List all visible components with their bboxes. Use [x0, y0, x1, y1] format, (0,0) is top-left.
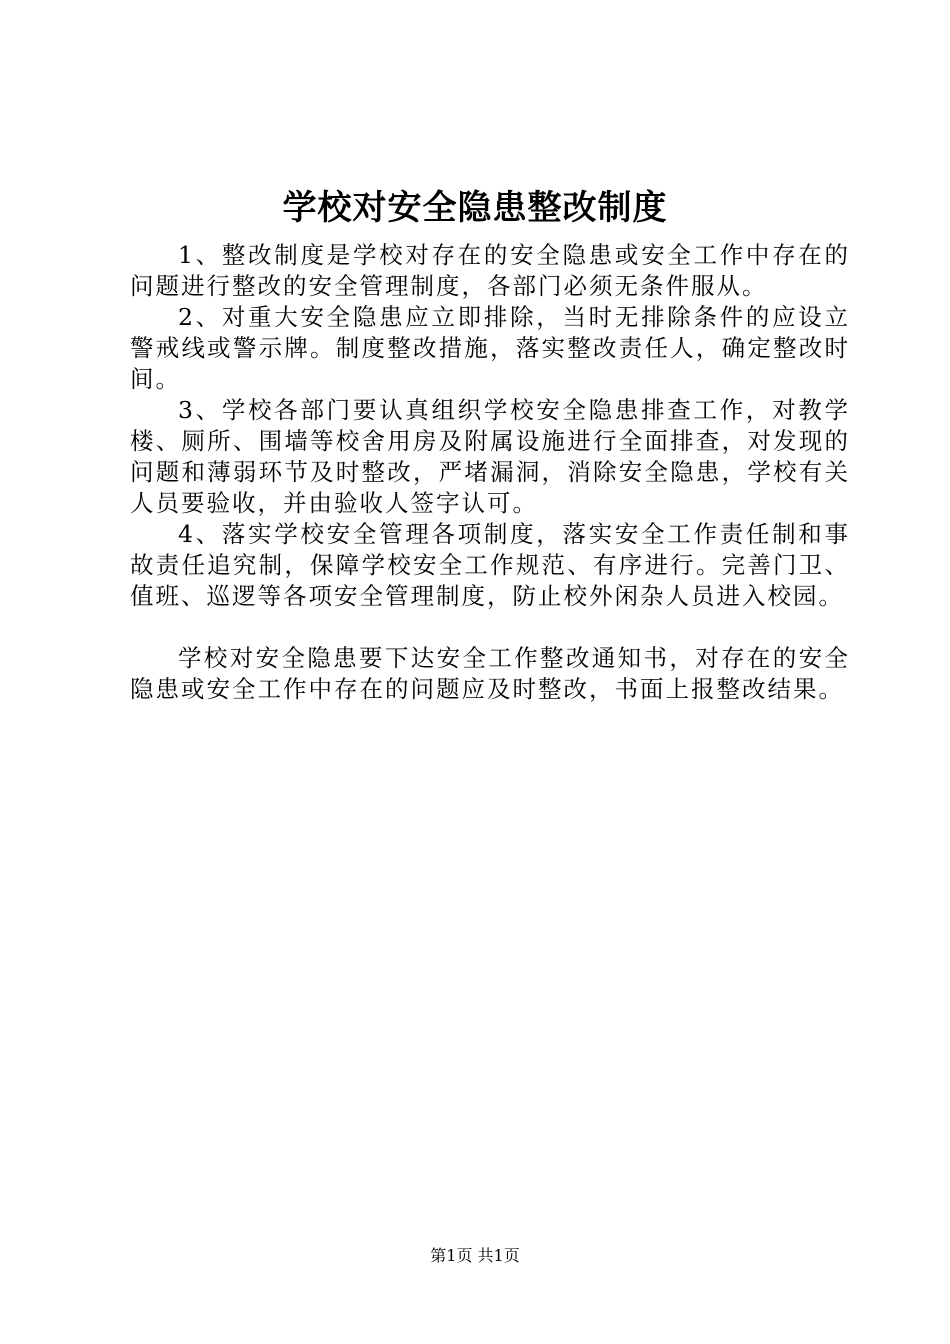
document-title: 学校对安全隐患整改制度 [282, 188, 668, 228]
paragraph-2: 2、对重大安全隐患应立即排除，当时无排除条件的应设立警戒线或警示牌。制度整改措施，落实整改责任人，确定整改时间。 [130, 303, 850, 393]
paragraph-5: 学校对安全隐患要下达安全工作整改通知书，对存在的安全隐患或安全工作中存在的问题应及时整改，书面上报整改结果。 [130, 644, 850, 703]
paragraph-3: 3、学校各部门要认真组织学校安全隐患排查工作，对教学楼、厕所、围墙等校舍用房及附属设施进行全面排查，对发现的问题和薄弱环节及时整改，严堵漏洞，消除安全隐患，学校有关人员要验收，并由验收人签字认可。 [130, 396, 850, 517]
paragraph-4: 4、落实学校安全管理各项制度，落实安全工作责任制和事故责任追究制，保障学校安全工作规范、有序进行。完善门卫、值班、巡逻等各项安全管理制度，防止校外闲杂人员进入校园。 [130, 520, 850, 610]
document-body [130, 240, 850, 705]
page-footer: 第1页 共1页 [430, 1246, 520, 1265]
paragraph-1: 1、整改制度是学校对存在的安全隐患或安全工作中存在的问题进行整改的安全管理制度，各部门必须无条件服从。 [130, 241, 850, 300]
